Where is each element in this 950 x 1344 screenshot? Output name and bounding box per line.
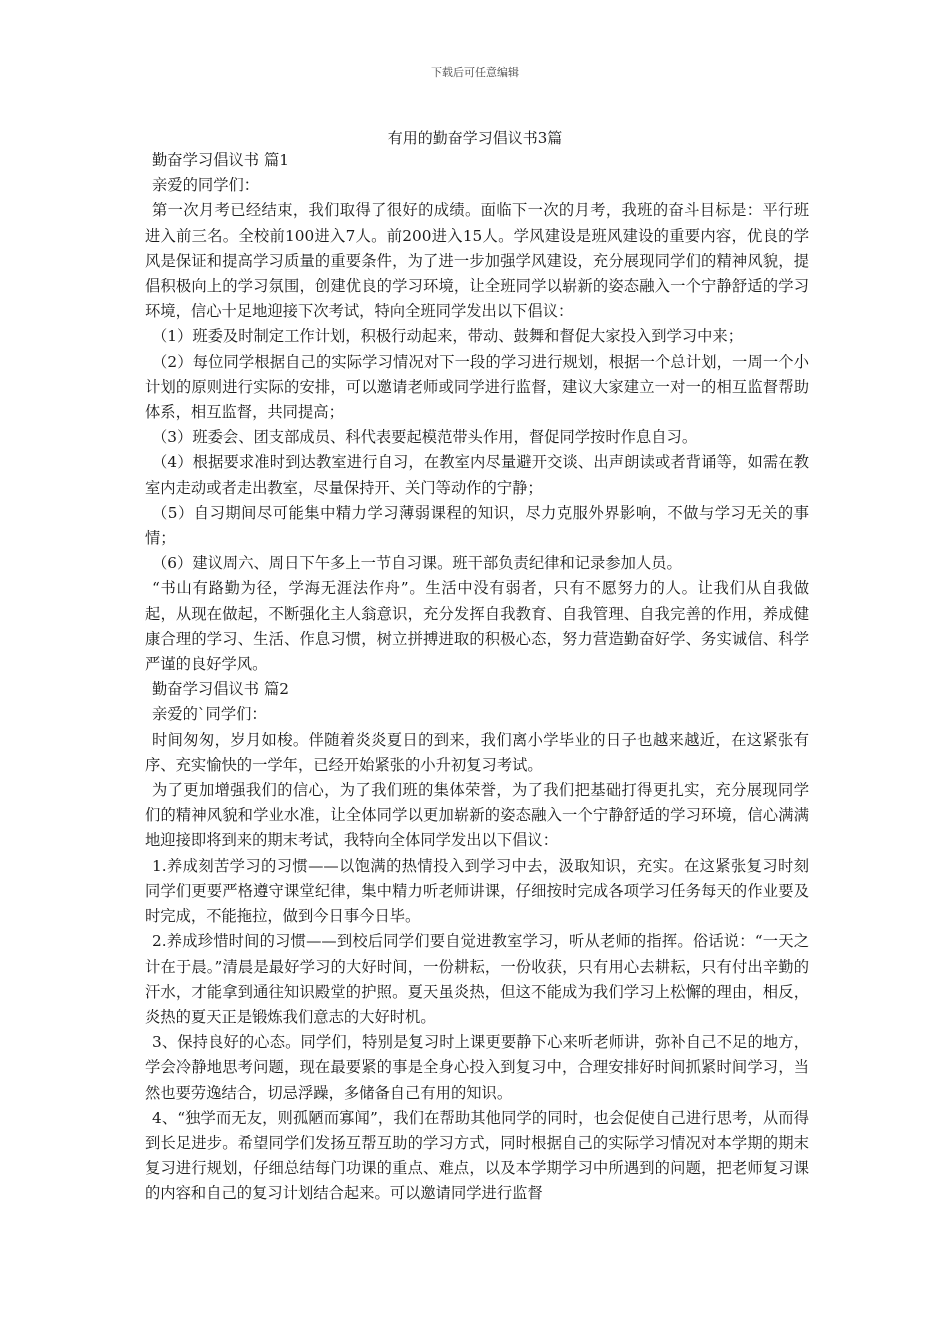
paragraph: 为了更加增强我们的信心，为了我们班的集体荣誉，为了我们把基础打得更扎实，充分展现同学们的精神风貌和学业水准，让全体同学以更加崭新的姿态融入一个宁静舒适的学习环境，信心满满地迎接即将到来的期末考试，我特向全体同学发出以下倡议： — [145, 781, 809, 850]
list-item: 2.养成珍惜时间的习惯——到校后同学们要自觉进教室学习，听从老师的指挥。俗话说：“一天之计在于晨。”清晨是最好学习的大好时间，一份耕耘，一份收获，只有用心去耕耘，只有付出辛勤的汗水，才能拿到通往知识殿堂的护照。夏天虽炎热，但这不能成为我们学习上松懈的理由，相反，炎热的夏天正是锻炼我们意志的大好时机。 — [145, 932, 809, 1026]
list-item: 4、“独学而无友，则孤陋而寡闻”，我们在帮助其他同学的同时，也会促使自己进行思考，从而得到长足进步。希望同学们发扬互帮互助的学习方式，同时根据自己的实际学习情况对本学期的期末复习进行规划，仔细总结每门功课的重点、难点，以及本学期学习中所遇到的问题，把老师复习课的内容和自己的复习计划结合起来。可以邀请同学进行监督 — [145, 1108, 809, 1203]
list-item: （6）建议周六、周日下午多上一节自习课。班干部负责纪律和记录参加人员。 — [152, 554, 682, 573]
list-item: （1）班委及时制定工作计划，积极行动起来，带动、鼓舞和督促大家投入到学习中来； — [152, 327, 744, 346]
list-item: （5）自习期间尽可能集中精力学习薄弱课程的知识，尽力克服外界影响，不做与学习无关的事情； — [145, 503, 809, 548]
section-heading-1: 勤奋学习倡议书 篇1 — [152, 151, 289, 169]
document-title: 有用的勤奋学习倡议书3篇 — [387, 129, 563, 147]
paragraph: 时间匆匆，岁月如梭。伴随着炎炎夏日的到来，我们离小学毕业的日子也越来越近，在这紧张有序、充实愉快的一学年，已经开始紧张的小升初复习考试。 — [145, 730, 809, 774]
list-item: 1.养成刻苦学习的习惯——以饱满的热情投入到学习中去，汲取知识，充实。在这紧张复习时刻同学们更要严格遵守课堂纪律，集中精力听老师讲课，仔细按时完成各项学习任务每天的作业要及时完成，不能拖拉，做到今日事今日毕。 — [145, 856, 809, 926]
page-header: 下载后可任意编辑 — [431, 66, 519, 79]
list-item: （4）根据要求准时到达教室进行自习，在教室内尽量避开交谈、出声朗读或者背诵等，如需在教室内走动或者走出教室，尽量保持开、关门等动作的宁静； — [145, 453, 809, 497]
list-item: （2）每位同学根据自己的实际学习情况对下一段的学习进行规划，根据一个总计划，一周一个小计划的原则进行实际的安排，可以邀请老师或同学进行监督，建议大家建立一对一的相互监督帮助体系，相互监督，共同提高； — [145, 352, 809, 422]
paragraph: “书山有路勤为径，学海无涯法作舟”。生活中没有弱者，只有不愿努力的人。让我们从自我做起，从现在做起，不断强化主人翁意识，充分发挥自我教育、自我管理、自我完善的作用，养成健康合理的学习、生活、作息习惯，树立拼搏进取的积极心态，努力营造勤奋好学、务实诚信、科学严谨的良好学风。 — [145, 579, 809, 674]
list-item: 3、保持良好的心态。同学们，特别是复习时上课更要静下心来听老师讲，弥补自己不足的地方，学会冷静地思考问题，现在最要紧的事是全身心投入到复习中，合理安排好时间抓紧时间学习，当然也要劳逸结合，切忌浮躁，多储备自己有用的知识。 — [145, 1033, 809, 1102]
paragraph: 第一次月考已经结束，我们取得了很好的成绩。面临下一次的月考，我班的奋斗目标是：平行班进入前三名。全校前100进入7人。前200进入15人。学风建设是班风建设的重要内容，优良的学风是保证和提高学习质量的重要条件，为了进一步加强学风建设，充分展现同学们的精神风貌，提倡积极向上的学习氛围，创建优良的学习环境，让全班同学以崭新的姿态融入一个宁静舒适的学习环境，信心十足地迎接下次考试，特向全班同学发出以下倡议： — [145, 201, 809, 321]
list-item: （3）班委会、团支部成员、科代表要起模范带头作用，督促同学按时作息自习。 — [152, 428, 698, 447]
document-body — [145, 148, 809, 1207]
salutation-1: 亲爱的同学们： — [152, 176, 260, 195]
salutation-2: 亲爱的`同学们： — [152, 705, 267, 724]
section-heading-2: 勤奋学习倡议书 篇2 — [152, 680, 289, 699]
